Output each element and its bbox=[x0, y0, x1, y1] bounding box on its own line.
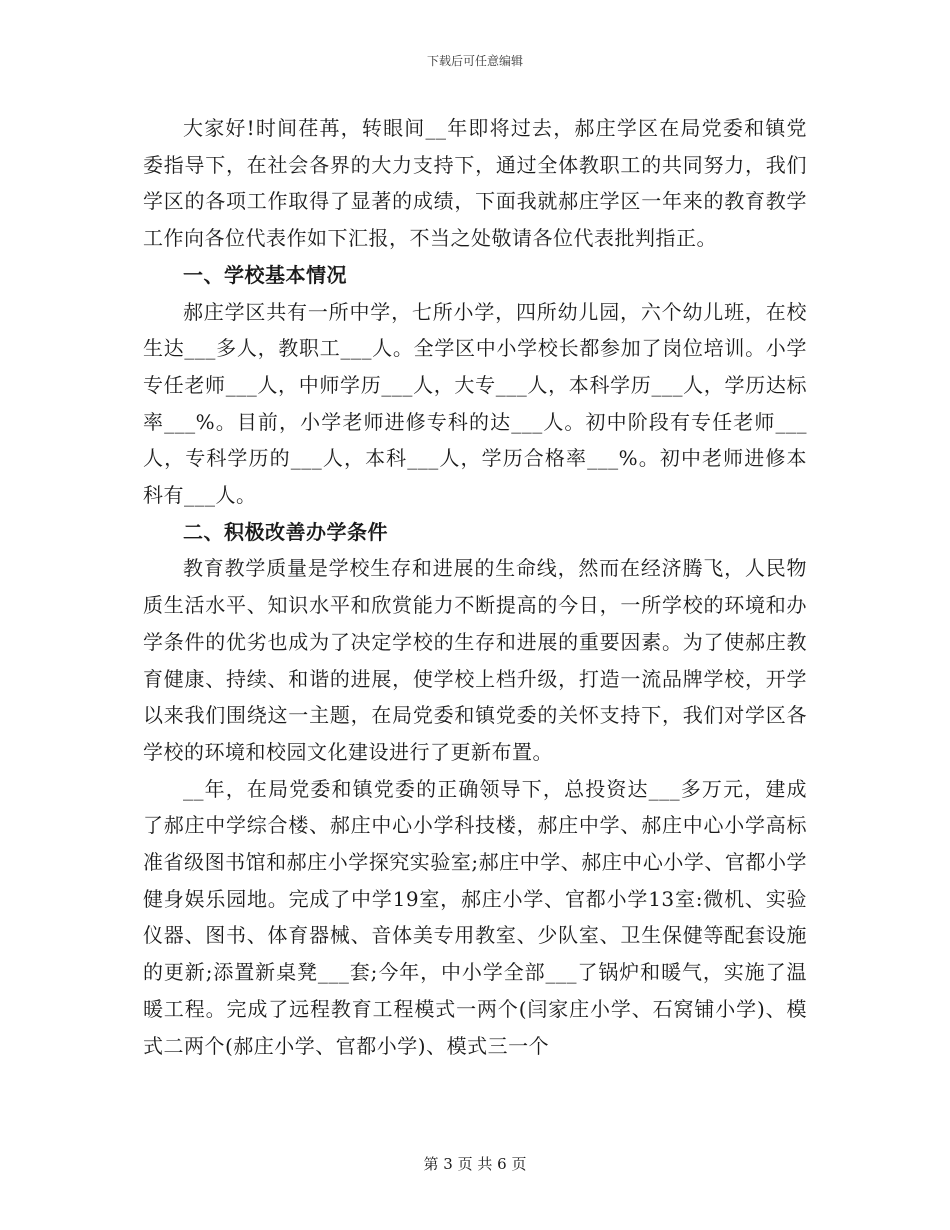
document-body bbox=[143, 110, 807, 1064]
paragraph-investment: __年，在局党委和镇党委的正确领导下，总投资达___多万元，建成了郝庄中学综合楼、郝庄中心小学科技楼，郝庄中学、郝庄中心小学高标准省级图书馆和郝庄小学探究实验室;郝庄中学、郝庄中心小学、官都小学健身娱乐园地。完成了中学19室，郝庄小学、官都小学13室:微机、实验仪器、图书、体育器械、音体美专用教室、少队室、卫生保健等配套设施的更新;添置新桌凳___套;今年，中小学全部___了锅炉和暖气，实施了温暖工程。完成了远程教育工程模式一两个(闫家庄小学、石窝铺小学)、模式二两个(郝庄小学、官都小学)、模式三一个 bbox=[143, 776, 807, 1058]
paragraph-intro: 大家好!时间荏苒，转眼间__年即将过去，郝庄学区在局党委和镇党委指导下，在社会各界的大力支持下，通过全体教职工的共同努力，我们学区的各项工作取得了显著的成绩，下面我就郝庄学区一年来的教育教学工作向各位代表作如下汇报，不当之处敬请各位代表批判指正。 bbox=[143, 116, 807, 251]
section-heading-1: 一、学校基本情况 bbox=[183, 262, 347, 287]
section-heading-2: 二、积极改善办学条件 bbox=[183, 519, 388, 544]
page-header: 下载后可任意编辑 bbox=[426, 54, 523, 68]
paragraph-conditions: 教育教学质量是学校生存和进展的生命线，然而在经济腾飞，人民物质生活水平、知识水平和欣赏能力不断提高的今日，一所学校的环境和办学条件的优劣也成为了决定学校的生存和进展的重要因素。为了使郝庄教育健康、持续、和谐的进展，使学校上档升级，打造一流品牌学校，开学以来我们围绕这一主题，在局党委和镇党委的关怀支持下，我们对学区各学校的环境和校园文化建设进行了更新布置。 bbox=[143, 556, 807, 764]
paragraph-school-info: 郝庄学区共有一所中学，七所小学，四所幼儿园，六个幼儿班，在校生达___多人，教职工___人。全学区中小学校长都参加了岗位培训。小学专任老师___人，中师学历___人，大专___人，本科学历___人，学历达标率___%。目前，小学老师进修专科的达___人。初中阶段有专任老师___人，专科学历的___人，本科___人，学历合格率___%。初中老师进修本科有___人。 bbox=[143, 299, 807, 508]
page-number: 第 3 页 共 6 页 bbox=[423, 1155, 527, 1173]
